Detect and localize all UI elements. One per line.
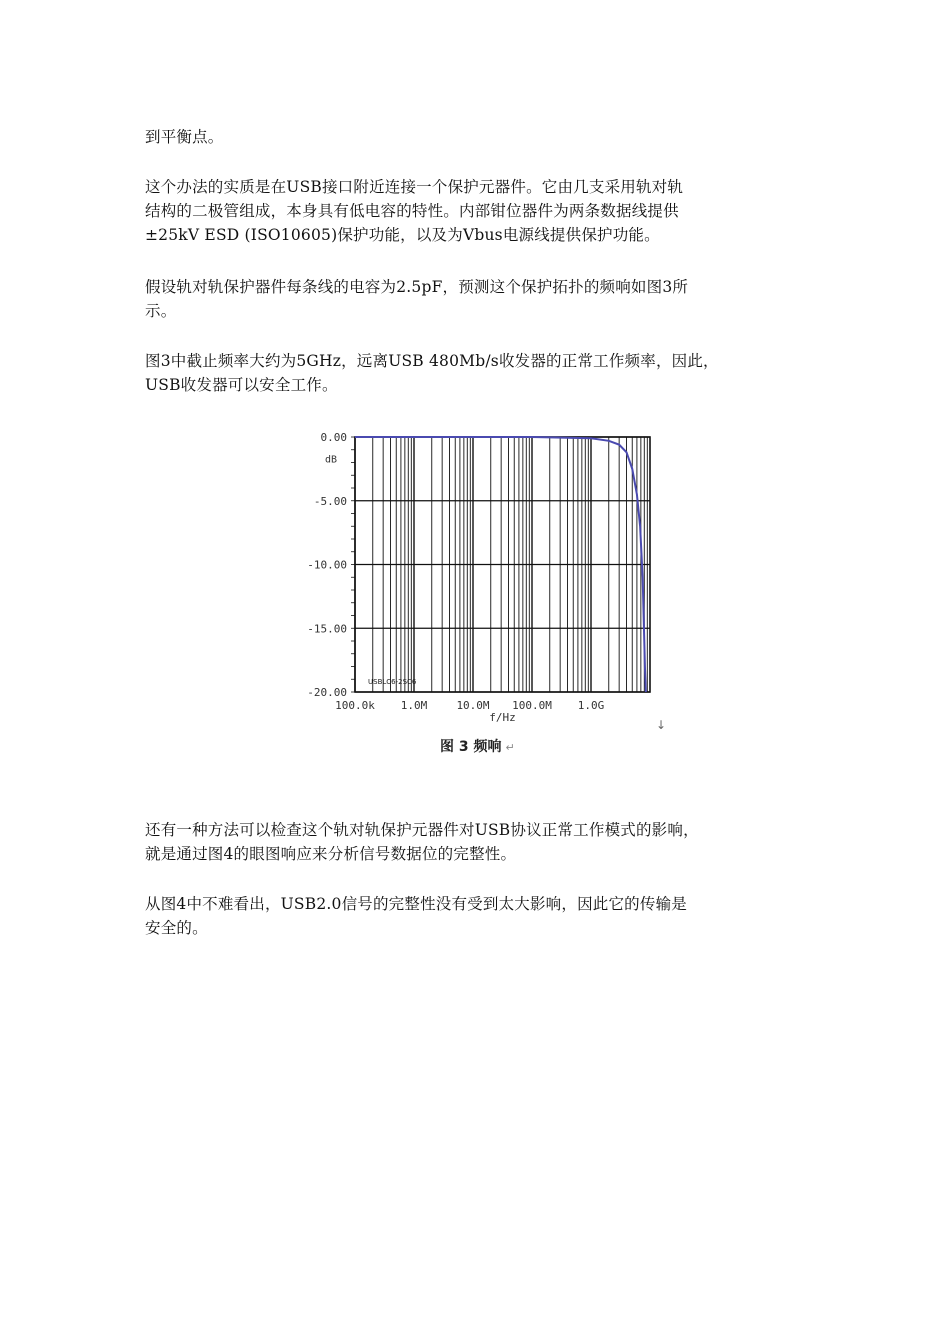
paragraph: 从图4中不难看出，USB2.0信号的完整性没有受到太大影响，因此它的传输是 安全的。	[145, 895, 687, 937]
paragraph: 假设轨对轨保护器件每条线的电容为2.5pF，预测这个保护拓扑的频响如图3所 示。	[145, 278, 689, 320]
y-tick-label: -15.00	[307, 622, 347, 636]
figure-caption	[440, 736, 515, 756]
x-tick-label: 100.0k	[335, 699, 375, 712]
paragraph: 到平衡点。	[145, 128, 224, 146]
y-tick-label: -5.00	[313, 494, 347, 508]
curve-annotation: USBLC6-2SC6	[368, 678, 417, 686]
paragraph: 图3中截止频率大约为5GHz，远离USB 480Mb/s收发器的正常工作频率，因此， USB收发器可以安全工作。	[145, 352, 719, 394]
x-tick-label: 10.0M	[456, 699, 490, 712]
y-tick-label: -10.00	[307, 558, 347, 572]
x-tick-label: 1.0M	[400, 699, 428, 712]
paragraph: 这个办法的实质是在USB接口附近连接一个保护元器件。它由几支采用轨对轨 结构的二极管组成，本身具有低电容的特性。内部钳位器件为两条数据线提供 ±25kV ESD (ISO10605)保护功能，以及为Vbus电源线提供保护功能。	[145, 178, 684, 244]
x-axis-label: f/Hz	[489, 711, 516, 724]
paragraph-mark-icon: ↵	[505, 741, 515, 754]
y-axis-label: dB	[324, 454, 337, 466]
paragraph: 还有一种方法可以检查这个轨对轨保护元器件对USB协议正常工作模式的影响， 就是通过图4的眼图响应来分析信号数据位的完整性。	[145, 821, 699, 863]
figure-caption-text: 图 3 频响	[440, 739, 502, 755]
frequency-response-figure	[280, 424, 670, 764]
x-tick-label: 100.0M	[512, 699, 552, 712]
y-tick-label: -20.00	[307, 686, 347, 699]
return-mark: ↓	[656, 718, 667, 732]
y-tick-label: 0.00	[320, 431, 347, 444]
frequency-response-chart	[280, 424, 670, 734]
x-tick-label: 1.0G	[577, 699, 605, 712]
